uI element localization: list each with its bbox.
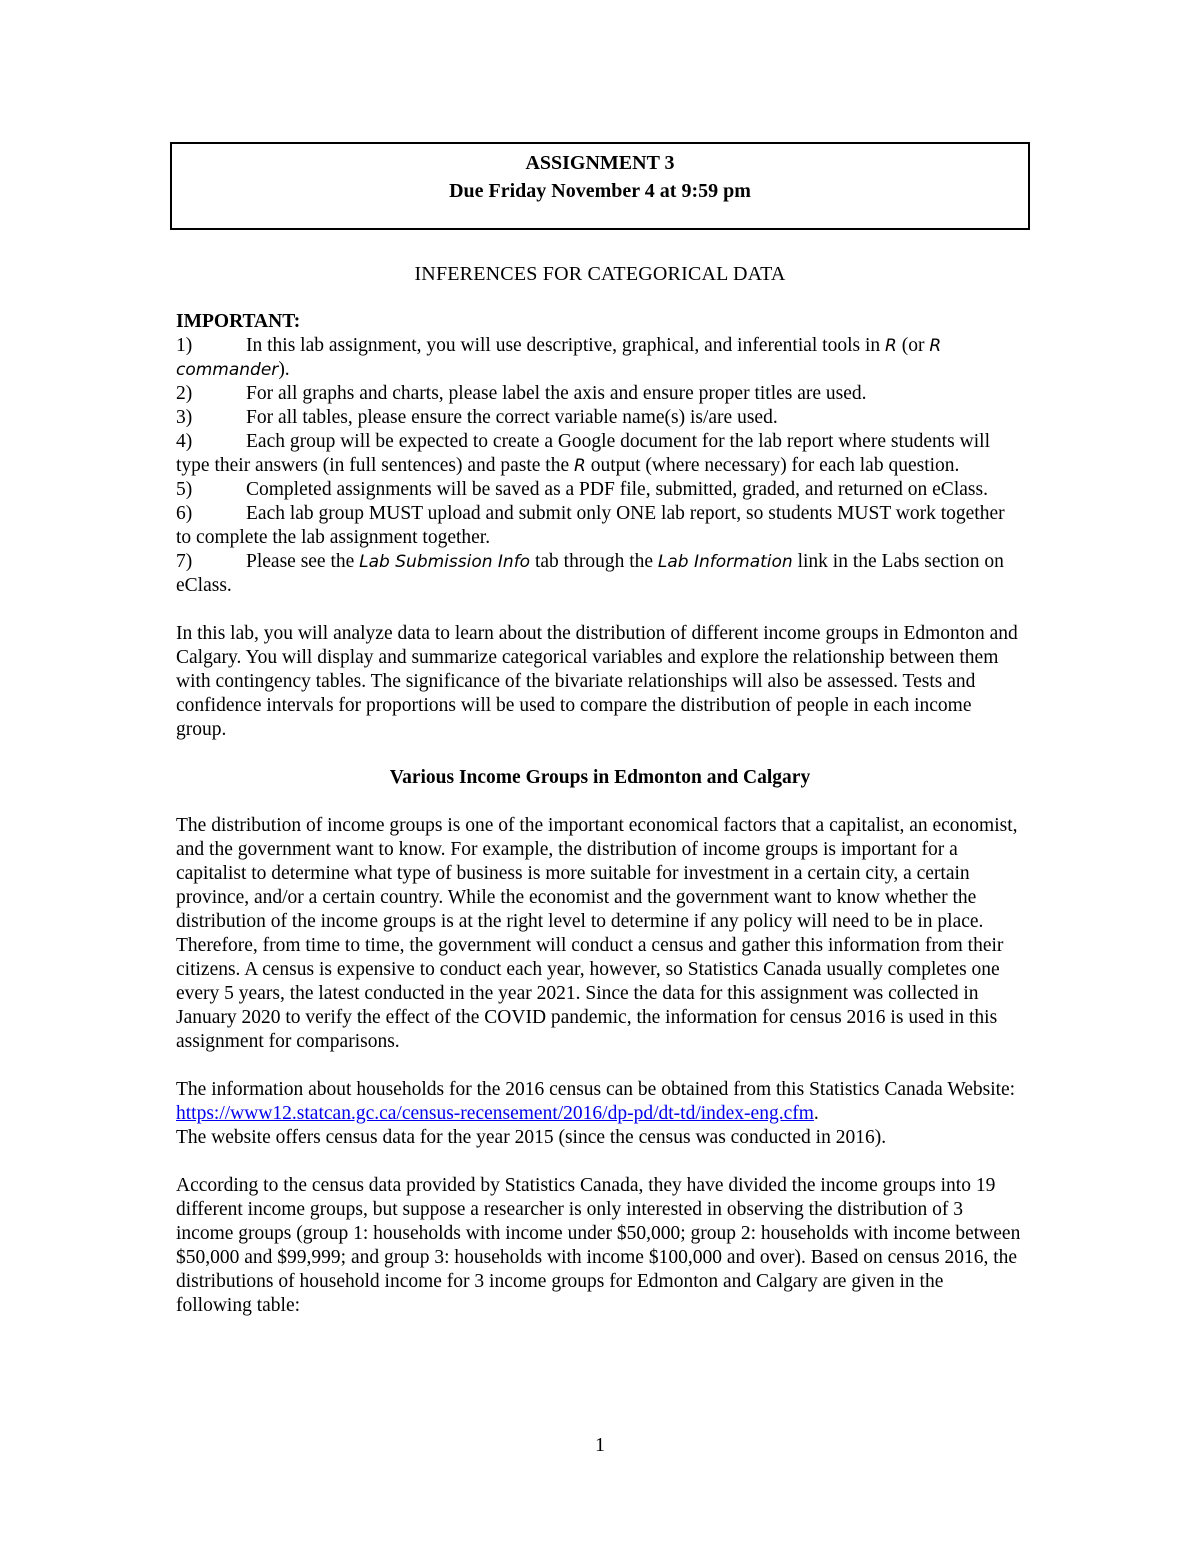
assignment-header-box — [170, 142, 1030, 230]
list-number: 4) — [176, 431, 193, 452]
section-title: INFERENCES FOR CATEGORICAL DATA — [414, 263, 786, 285]
page-number: 1 — [595, 1434, 605, 1456]
list-item: 5) Completed assignments will be saved as a PDF file, submitted, graded, and returned on eClass. — [176, 479, 988, 500]
list-number: 2) — [176, 383, 193, 404]
paragraph-census-website: The information about households for the 2016 census can be obtained from this Statistics Canada Website: https://www12.statcan.gc.ca/census-recensement/2016/dp-pd/dt-td/index-eng.cfm. The website offers census data for the year 2015 (since the census was conducted in 2016). — [176, 1079, 1016, 1148]
list-number: 1) — [176, 335, 193, 356]
spacer — [176, 742, 1024, 766]
list-item: 4) Each group will be expected to create a Google document for the lab report where students will type their answers (in full sentences) and paste the R output (where necessary) for each lab question. — [176, 431, 990, 476]
spacer — [176, 1150, 1024, 1174]
document-body — [176, 262, 1024, 1318]
list-item: 1) In this lab assignment, you will use descriptive, graphical, and inferential tools in R (or R commander). — [176, 335, 942, 380]
paragraph-income-groups: According to the census data provided by Statistics Canada, they have divided the income groups into 19 different income groups, but suppose a researcher is only interested in observing the distribution of 3 income groups (group 1: households with income under $50,000; group 2: households with income between $50,000 and $99,999; and group 3: households with income $100,000 and over). Based on census 2016, the distributions of household income for 3 income groups for Edmonton and Calgary are given in the following table: — [176, 1175, 1021, 1316]
subheading: Various Income Groups in Edmonton and Calgary — [389, 767, 811, 788]
intro-paragraph: In this lab, you will analyze data to learn about the distribution of different income groups in Edmonton and Calgary. You will display and summarize categorical variables and explore the relationship between them with contingency tables. The significance of the bivariate relationships will also be assessed. Tests and confidence intervals for proportions will be used to compare the distribution of people in each income group. — [176, 623, 1018, 740]
lab-information-ref: Lab Information — [657, 552, 793, 572]
list-number: 3) — [176, 407, 193, 428]
spacer — [176, 598, 1024, 622]
list-number: 7) — [176, 551, 193, 572]
assignment-title: ASSIGNMENT 3 — [525, 152, 675, 174]
list-item: 3) For all tables, please ensure the correct variable name(s) is/are used. — [176, 407, 778, 428]
paragraph-income-distribution: The distribution of income groups is one of the important economical factors that a capitalist, an economist, and the government want to know. For example, the distribution of income groups is important for a capitalist to determine what type of business is more suitable for investment in a certain city, a certain province, and/or a certain country. While the economist and the government want to know whether the distribution of the income groups is at the right level to determine if any policy will need to be in place. Therefore, from time to time, the government will conduct a census and gather this information from their citizens. A census is expensive to conduct each year, however, so Statistics Canada usually completes one every 5 years, the latest conducted in the year 2021. Since the data for this assignment was collected in January 2020 to verify the effect of the COVID pandemic, the information for census 2016 is used in this assignment for comparisons. — [176, 815, 1018, 1052]
list-item: 6) Each lab group MUST upload and submit only ONE lab report, so students MUST work together to complete the lab assignment together. — [176, 503, 1005, 548]
list-number: 6) — [176, 503, 193, 524]
due-date: Due Friday November 4 at 9:59 pm — [449, 180, 751, 202]
list-item: 7) Please see the Lab Submission Info tab through the Lab Information link in the Labs section on eClass. — [176, 551, 1004, 596]
list-number: 5) — [176, 479, 193, 500]
lab-submission-info-ref: Lab Submission Info — [359, 552, 531, 572]
spacer — [176, 790, 1024, 814]
spacer — [176, 1054, 1024, 1078]
list-item: 2) For all graphs and charts, please label the axis and ensure proper titles are used. — [176, 383, 867, 404]
important-label: IMPORTANT: — [176, 311, 301, 332]
statcan-link[interactable]: https://www12.statcan.gc.ca/census-recensement/2016/dp-pd/dt-td/index-eng.cfm — [176, 1103, 814, 1124]
